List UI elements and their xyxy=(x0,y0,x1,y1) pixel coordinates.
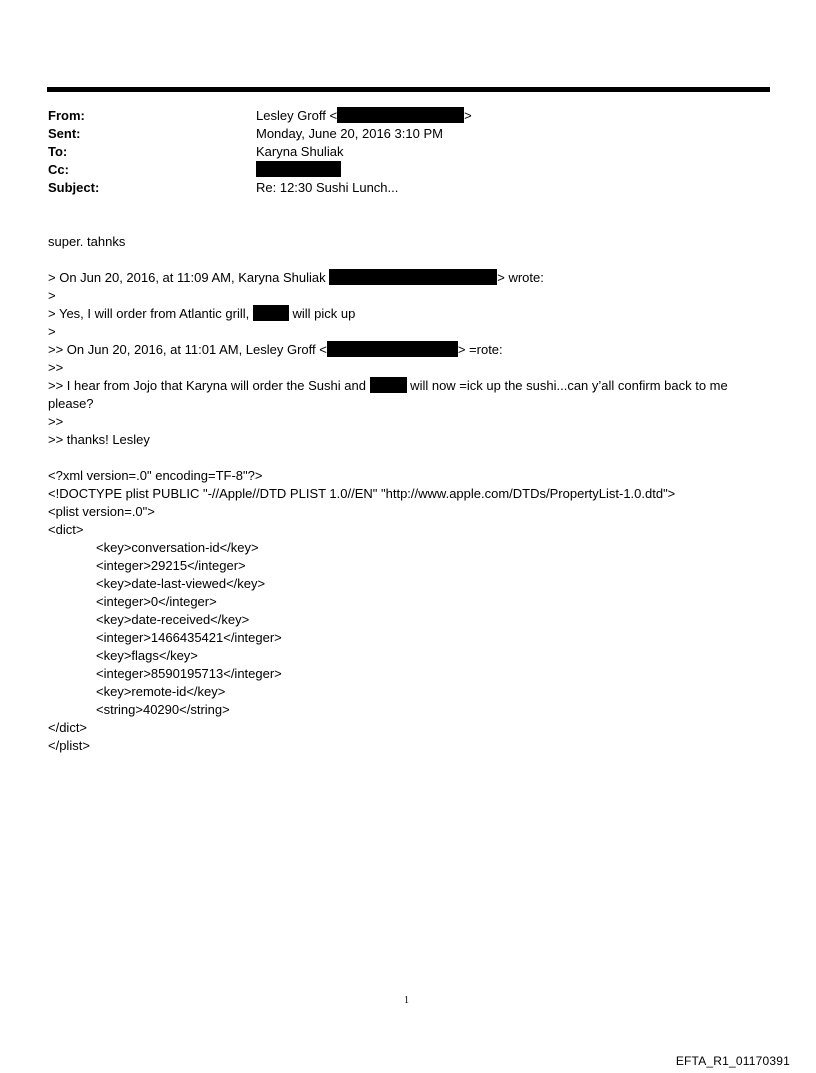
xml-line: <key>remote-id</key> xyxy=(96,684,226,699)
quote-text: > =rote: xyxy=(457,342,503,357)
redaction-box xyxy=(256,161,341,177)
xml-line: <!DOCTYPE plist PUBLIC "-//Apple//DTD PLIST 1.0//EN" "http://www.apple.com/DTDs/PropertyList-1.0.dtd"> xyxy=(48,486,676,501)
xml-line: <string>40290</string> xyxy=(96,702,230,717)
redaction-box xyxy=(337,107,464,123)
body-line: > xyxy=(48,288,56,303)
redaction-box xyxy=(327,341,458,357)
xml-line: <key>conversation-id</key> xyxy=(96,540,259,555)
to-value: Karyna Shuliak xyxy=(256,144,344,159)
header-rule xyxy=(47,87,770,92)
xml-line: <dict> xyxy=(48,522,84,537)
cc-value xyxy=(256,161,341,179)
subject-label: Subject: xyxy=(48,180,100,195)
cc-label: Cc: xyxy=(48,162,69,177)
sent-label: Sent: xyxy=(48,126,81,141)
from-close: > xyxy=(464,108,472,123)
xml-line: <?xml version=.0" encoding=TF-8"?> xyxy=(48,468,263,483)
xml-line: <integer>8590195713</integer> xyxy=(96,666,282,681)
body-line: super. tahnks xyxy=(48,234,126,249)
quote-text: > On Jun 20, 2016, at 11:09 AM, Karyna Shuliak xyxy=(48,270,330,285)
xml-line: <plist version=.0"> xyxy=(48,504,155,519)
xml-line: <integer>1466435421</integer> xyxy=(96,630,282,645)
xml-line: <integer>29215</integer> xyxy=(96,558,246,573)
xml-line: </plist> xyxy=(48,738,90,753)
body-line xyxy=(48,269,544,287)
quote-text: > wrote: xyxy=(497,270,544,285)
body-line: >> thanks! Lesley xyxy=(48,432,150,447)
subject-value: Re: 12:30 Sushi Lunch... xyxy=(256,180,399,195)
xml-line: <integer>0</integer> xyxy=(96,594,217,609)
from-name: Lesley Groff < xyxy=(256,108,338,123)
document-id: EFTA_R1_01170391 xyxy=(675,1054,790,1068)
redaction-box xyxy=(370,377,407,393)
body-line xyxy=(48,377,728,395)
body-line: >> xyxy=(48,360,64,375)
from-label: From: xyxy=(48,108,85,123)
quote-text: > Yes, I will order from Atlantic grill, xyxy=(48,306,253,321)
xml-line: <key>flags</key> xyxy=(96,648,198,663)
quote-text: >> On Jun 20, 2016, at 11:01 AM, Lesley Groff < xyxy=(48,342,327,357)
to-label: To: xyxy=(48,144,68,159)
body-line: > xyxy=(48,324,56,339)
redaction-box xyxy=(253,305,289,321)
body-line: please? xyxy=(48,396,94,411)
quote-text: will now =ick up the sushi...can y’all confirm back to me xyxy=(406,378,728,393)
xml-line: <key>date-last-viewed</key> xyxy=(96,576,266,591)
quote-text: will pick up xyxy=(288,306,356,321)
sent-value: Monday, June 20, 2016 3:10 PM xyxy=(256,126,443,141)
redaction-box xyxy=(329,269,497,285)
xml-line: <key>date-received</key> xyxy=(96,612,250,627)
body-line xyxy=(48,341,503,359)
xml-line: </dict> xyxy=(48,720,88,735)
body-line: >> xyxy=(48,414,64,429)
body-line xyxy=(48,305,355,323)
page-number: 1 xyxy=(404,995,409,1006)
quote-text: >> I hear from Jojo that Karyna will order the Sushi and xyxy=(48,378,370,393)
from-value xyxy=(256,107,472,125)
